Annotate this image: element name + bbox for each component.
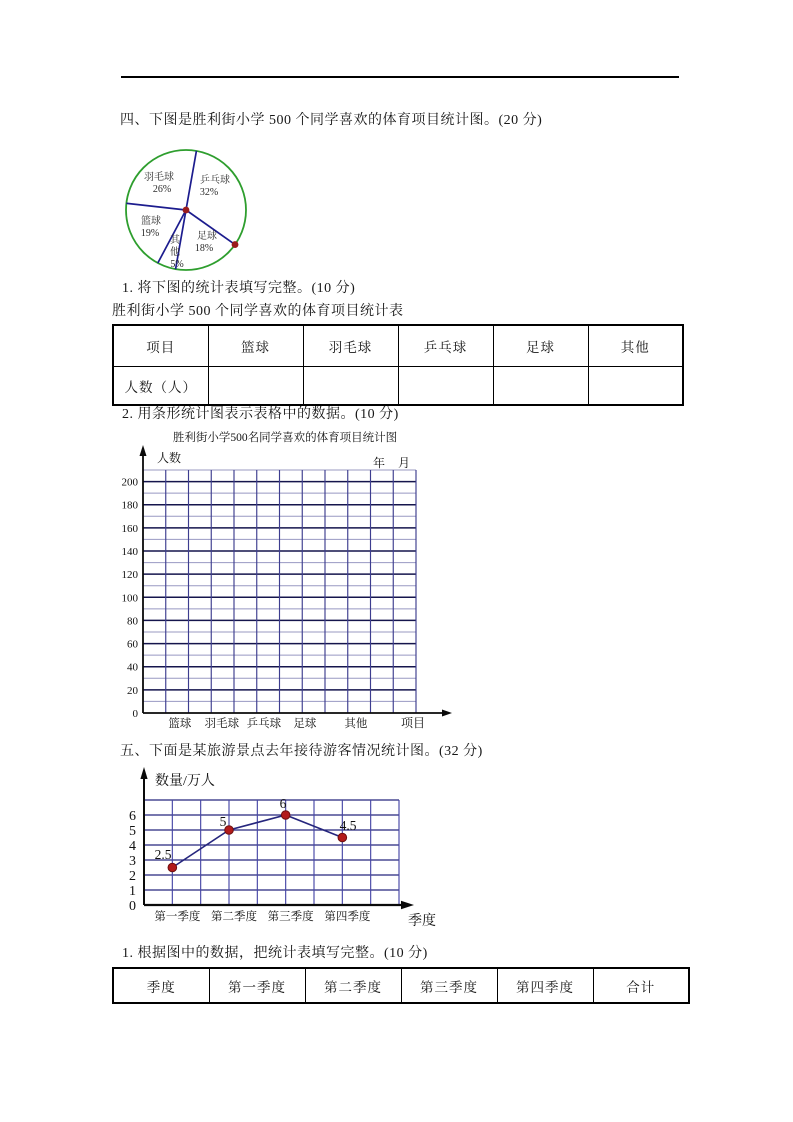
line-x-axis-arrow-icon — [401, 901, 414, 909]
section5-heading: 五、下面是某旅游景点去年接待游客情况统计图。(32 分) — [120, 744, 483, 759]
svg-text:100: 100 — [121, 592, 138, 605]
svg-text:3: 3 — [129, 854, 136, 869]
sports-table-header-cell: 其他 — [588, 325, 683, 367]
svg-text:80: 80 — [127, 615, 138, 628]
bar-chart-tick-labels — [122, 477, 368, 730]
svg-text:40: 40 — [127, 661, 138, 674]
svg-text:160: 160 — [121, 522, 138, 535]
svg-text:60: 60 — [127, 638, 138, 651]
sports-table-header-cell: 篮球 — [208, 325, 303, 367]
sports-table-data-row — [113, 367, 683, 406]
svg-text:第四季度: 第四季度 — [324, 911, 371, 923]
sports-table-row-label: 人数（人） — [113, 367, 208, 406]
line-y-axis-arrow-icon — [140, 767, 147, 779]
sports-table-header-row — [113, 325, 683, 367]
quarters-table-header-row — [113, 968, 689, 1003]
svg-text:2: 2 — [129, 869, 136, 884]
svg-text:2.5: 2.5 — [154, 847, 172, 862]
svg-text:4: 4 — [129, 839, 136, 854]
sports-table-empty-cell — [588, 367, 683, 406]
line-chart-gridlines — [144, 800, 399, 905]
sports-table-header-cell: 乒乓球 — [398, 325, 493, 367]
sports-table-empty-cell — [398, 367, 493, 406]
section4-heading: 四、下图是胜利街小学 500 个同学喜欢的体育项目统计图。(20 分) — [120, 113, 543, 128]
svg-text:篮球: 篮球 — [141, 216, 161, 227]
line-chart — [100, 760, 460, 935]
bar-x-axis-arrow-icon — [442, 710, 452, 717]
svg-text:第三季度: 第三季度 — [267, 911, 314, 923]
quarters-table — [112, 967, 690, 1004]
sports-table-empty-cell — [493, 367, 588, 406]
svg-text:5: 5 — [129, 824, 136, 839]
svg-text:6: 6 — [279, 796, 287, 811]
svg-text:0: 0 — [129, 899, 136, 914]
svg-text:羽毛球: 羽毛球 — [204, 718, 240, 730]
svg-text:篮球: 篮球 — [168, 718, 192, 730]
sports-table-title: 胜利街小学 500 个同学喜欢的体育项目统计表 — [112, 304, 404, 319]
section4-question2-text: 2. 用条形统计图表示表格中的数据。(10 分) — [122, 407, 399, 422]
svg-text:26%: 26% — [152, 184, 172, 195]
line-y-axis-label: 数量/万人 — [155, 774, 215, 789]
sports-table-header-cell: 羽毛球 — [303, 325, 398, 367]
svg-text:5%: 5% — [170, 259, 184, 270]
svg-text:32%: 32% — [199, 187, 219, 198]
sports-table-empty-cell — [208, 367, 303, 406]
pie-slice-labels — [141, 170, 230, 270]
header-rule — [121, 76, 679, 78]
sports-table-empty-cell — [303, 367, 398, 406]
quarters-table-header-cell: 第一季度 — [209, 968, 305, 1003]
bar-y-axis-arrow-icon — [140, 445, 147, 456]
svg-text:20: 20 — [127, 684, 138, 697]
bar-y-axis-label: 人数 — [157, 451, 182, 465]
svg-text:第一季度: 第一季度 — [154, 911, 201, 923]
bar-chart — [95, 425, 465, 735]
bar-chart-title: 胜利街小学500名同学喜欢的体育项目统计图 — [172, 432, 398, 444]
svg-text:180: 180 — [121, 499, 138, 512]
bar-chart-gridlines — [143, 470, 416, 713]
sports-table — [112, 324, 684, 406]
svg-text:1: 1 — [129, 884, 136, 899]
quarters-table-header-cell: 第三季度 — [401, 968, 497, 1003]
svg-text:乒乓球: 乒乓球 — [246, 718, 282, 730]
svg-text:羽毛球: 羽毛球 — [144, 172, 174, 183]
svg-text:足球: 足球 — [293, 718, 317, 730]
svg-text:6: 6 — [129, 809, 136, 824]
quarters-table-header-cell: 季度 — [113, 968, 209, 1003]
svg-text:19%: 19% — [140, 228, 160, 239]
svg-text:5: 5 — [219, 814, 227, 829]
section5-question1-text: 1. 根据图中的数据，把统计表填写完整。(10 分) — [122, 946, 428, 961]
svg-text:120: 120 — [121, 569, 138, 582]
quarters-table-header-cell: 合计 — [593, 968, 689, 1003]
svg-text:乒乓球: 乒乓球 — [200, 175, 230, 186]
sports-table-header-cell: 足球 — [493, 325, 588, 367]
svg-text:第二季度: 第二季度 — [211, 911, 257, 923]
svg-text:0: 0 — [132, 708, 138, 720]
line-x-axis-label: 季度 — [408, 914, 436, 929]
svg-text:4.5: 4.5 — [339, 818, 357, 833]
bar-corner-label-month: 月 — [397, 456, 411, 470]
section4-question1-text: 1. 将下图的统计表填写完整。(10 分) — [122, 281, 356, 296]
svg-text:18%: 18% — [194, 243, 214, 254]
bar-corner-label-year: 年 — [372, 456, 386, 470]
sports-table-header-cell: 项目 — [113, 325, 208, 367]
svg-text:其他: 其他 — [344, 718, 368, 730]
quarters-table-header-cell: 第二季度 — [305, 968, 401, 1003]
svg-text:足球: 足球 — [197, 231, 217, 242]
svg-text:其: 其 — [170, 235, 180, 246]
quarters-table-header-cell: 第四季度 — [497, 968, 593, 1003]
svg-text:140: 140 — [121, 546, 138, 558]
bar-x-axis-label: 项目 — [400, 716, 426, 730]
pie-chart — [105, 140, 265, 275]
svg-text:他: 他 — [170, 247, 180, 258]
svg-text:200: 200 — [121, 476, 138, 489]
